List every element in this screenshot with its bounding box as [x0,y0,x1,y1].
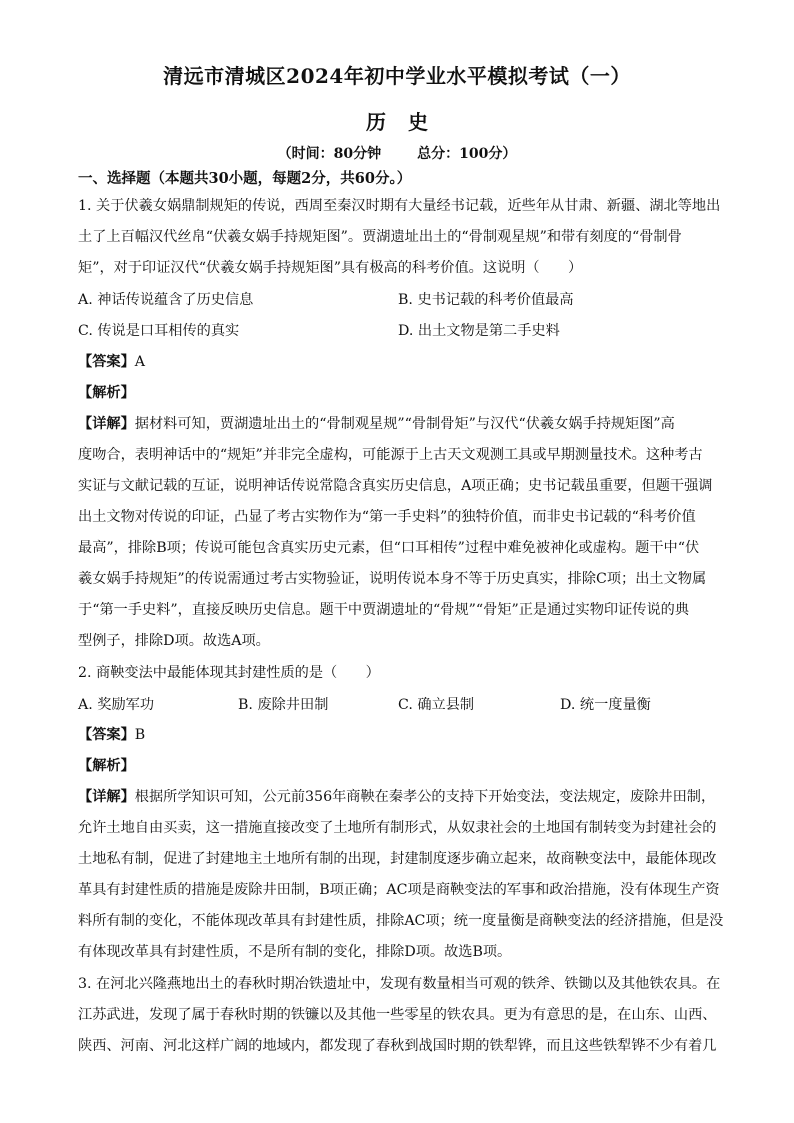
q2-stem: 2. 商鞅变法中最能体现其封建性质的是（ ） [78,665,380,681]
exam-title: 清远市清城区2024年初中学业水平模拟考试（一） [163,64,631,88]
q1-detail-line: 型例子，排除D项。故选A项。 [78,633,270,649]
q2-option-b: B. 废除井田制 [238,697,329,713]
q2-analysis-label: 【解析】 [78,758,135,774]
answer-label: 【答案】 [78,354,135,370]
q1-stem-line: 土了上百幅汉代丝帛“伏羲女娲手持规矩图”。贾湖遗址出土的“骨制观星规”和带有刻度的“骨制骨 [78,229,682,245]
q2-answer [78,725,718,745]
exam-score: 总分：100分） [417,146,517,162]
detail-text: 据材料可知，贾湖遗址出土的“骨制观星规”“骨制骨矩”与汉代“伏羲女娲手持规矩图”高 [134,416,675,432]
q1-option-d: D. 出土文物是第二手史料 [398,323,560,339]
detail-label: 【详解】 [78,789,135,805]
q1-stem-line: 1. 关于伏羲女娲鼎制规矩的传说，西周至秦汉时期有大量经书记载，近些年从甘肃、新疆、湖北等地出 [78,198,721,214]
q3-stem-line: 3. 在河北兴隆燕地出土的春秋时期冶铁遗址中，发现有数量相当可观的铁斧、铁锄以及其他铁农具。在 [78,976,721,992]
q1-option-a: A. 神话传说蕴含了历史信息 [78,292,254,308]
q2-detail-line: 革具有封建性质的措施是废除井田制，B项正确；AC项是商鞅变法的军事和政治措施，没有体现生产资 [78,882,720,898]
answer-label: 【答案】 [78,727,135,743]
exam-time: （时间：80分钟 [277,146,382,162]
detail-label: 【详解】 [78,416,135,432]
q1-detail-line: 度吻合，表明神话中的“规矩”并非完全虚构，可能源于上古天文观测工具或早期测量技术。这种考古 [78,447,703,463]
q1-detail-line: 最高”，排除B项；传说可能包含真实历史元素，但“口耳相传”过程中难免被神化或虚构。题干中“伏 [78,540,700,556]
q1-detail-line: 羲女娲手持规矩”的传说需通过考古实物验证，说明传说本身不等于历史真实，排除C项；出土文物属 [78,571,707,587]
q1-detail-line: 于“第一手史料”，直接反映历史信息。题干中贾湖遗址的“骨规”“骨矩”正是通过实物印证传说的典 [78,602,690,618]
q1-detail-line: 实证与文献记载的互证，说明神话传说常隐含真实历史信息，A项正确；史书记载虽重要，但题干强调 [78,478,713,494]
q1-stem-line: 矩”，对于印证汉代“伏羲女娲手持规矩图”具有极高的科考价值。这说明（ ） [78,260,583,276]
q3-stem-line: 江苏武进，发现了属于春秋时期的铁镰以及其他一些零星的铁农具。更为有意思的是，在山东、山西、 [78,1007,717,1023]
q2-detail-line: 有体现改革具有封建性质，不是所有制的变化，排除D项。故选B项。 [78,944,512,960]
answer-value: A [134,354,146,370]
section-title: 一、选择题（本题共30小题，每题2分，共60分。） [78,170,412,187]
q2-option-d: D. 统一度量衡 [560,697,651,713]
answer-value: B [134,727,146,743]
q2-detail-line: 允许土地自由买卖，这一措施直接改变了土地所有制形式，从奴隶社会的土地国有制转变为封建社会的 [78,820,717,836]
q1-answer [78,352,718,372]
q1-option-c: C. 传说是口耳相传的真实 [78,323,240,339]
detail-text: 根据所学知识可知，公元前356年商鞅在秦孝公的支持下开始变法，变法规定，废除井田制， [134,789,716,805]
exam-meta [0,143,794,163]
q2-detail-line: 土地私有制，促进了封建地主土地所有制的出现，封建制度逐步确立起来，故商鞅变法中，最能体现改 [78,851,717,867]
q3-stem-line: 陕西、河南、河北这样广阔的地域内，都发现了春秋到战国时期的铁犁铧，而且这些铁犁铧不少有着几 [78,1038,717,1054]
q1-option-b: B. 史书记载的科考价值最高 [398,292,574,308]
q2-detail-line: 料所有制的变化，不能体现改革具有封建性质，排除AC项；统一度量衡是商鞅变法的经济措施，但是没 [78,913,724,929]
q1-analysis-label: 【解析】 [78,385,135,401]
q2-detail-line [78,787,718,807]
q2-option-a: A. 奖励军功 [78,697,155,713]
q1-detail-line [78,414,718,434]
subject-title: 历史 [366,110,450,134]
q1-detail-line: 出土文物对传说的印证，凸显了考古实物作为“第一手史料”的独特价值，而非史书记载的“科考价值 [78,509,696,525]
q2-option-c: C. 确立县制 [398,697,475,713]
